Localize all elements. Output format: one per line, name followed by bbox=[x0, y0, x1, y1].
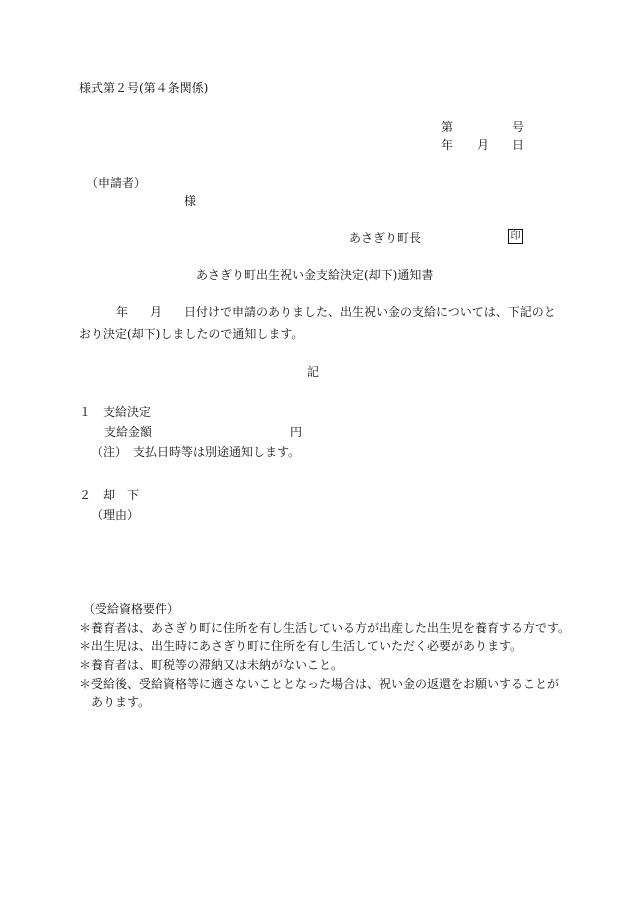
issuer-title: あさぎり町長 bbox=[349, 231, 422, 245]
seal-stamp: 印 bbox=[508, 229, 523, 244]
doc-number-prefix: 第 bbox=[441, 120, 454, 134]
recipient-honorific: 様 bbox=[184, 194, 197, 208]
doc-number-suffix: 号 bbox=[512, 120, 525, 134]
body-year: 年 bbox=[116, 305, 129, 319]
date-day: 日 bbox=[512, 138, 525, 152]
amount-label: 支給金額 bbox=[104, 425, 153, 439]
requirement-item-continued: あります。 bbox=[91, 695, 151, 709]
section1-note: （注） 支払日時等は別途通知します。 bbox=[91, 445, 301, 459]
ki-mark: 記 bbox=[307, 365, 320, 379]
section1-heading: １ 支給決定 bbox=[79, 405, 152, 419]
applicant-label: （申請者） bbox=[86, 176, 147, 190]
requirement-item: ＊受給後、受給資格等に適さないこととなった場合は、祝い金の返還をお願いすることが bbox=[79, 677, 560, 691]
body-text-line1: 日付けで申請のありました、出生祝い金の支給については、下記のと bbox=[184, 305, 556, 319]
reason-label: （理由） bbox=[91, 508, 140, 522]
date-year: 年 bbox=[441, 138, 454, 152]
requirement-item: ＊養育者は、あさぎり町に住所を有し生活している方が出産した出生児を養育する方です。 bbox=[79, 621, 571, 635]
document-title: あさぎり町出生祝い金支給決定(却下)通知書 bbox=[196, 268, 434, 282]
body-month: 月 bbox=[150, 305, 163, 319]
requirement-item: ＊養育者は、町税等の滞納又は未納がないこと。 bbox=[79, 658, 344, 672]
form-number: 様式第２号(第４条関係) bbox=[79, 81, 209, 95]
requirements-heading: （受給資格要件） bbox=[83, 602, 180, 616]
body-text-line2: おり決定(却下)しましたので通知します。 bbox=[79, 327, 304, 341]
requirement-item: ＊出生児は、出生時にあさぎり町に住所を有し生活していただく必要があります。 bbox=[79, 639, 523, 653]
date-month: 月 bbox=[477, 138, 490, 152]
amount-unit: 円 bbox=[290, 425, 303, 439]
section2-heading: ２ 却 下 bbox=[79, 488, 140, 502]
